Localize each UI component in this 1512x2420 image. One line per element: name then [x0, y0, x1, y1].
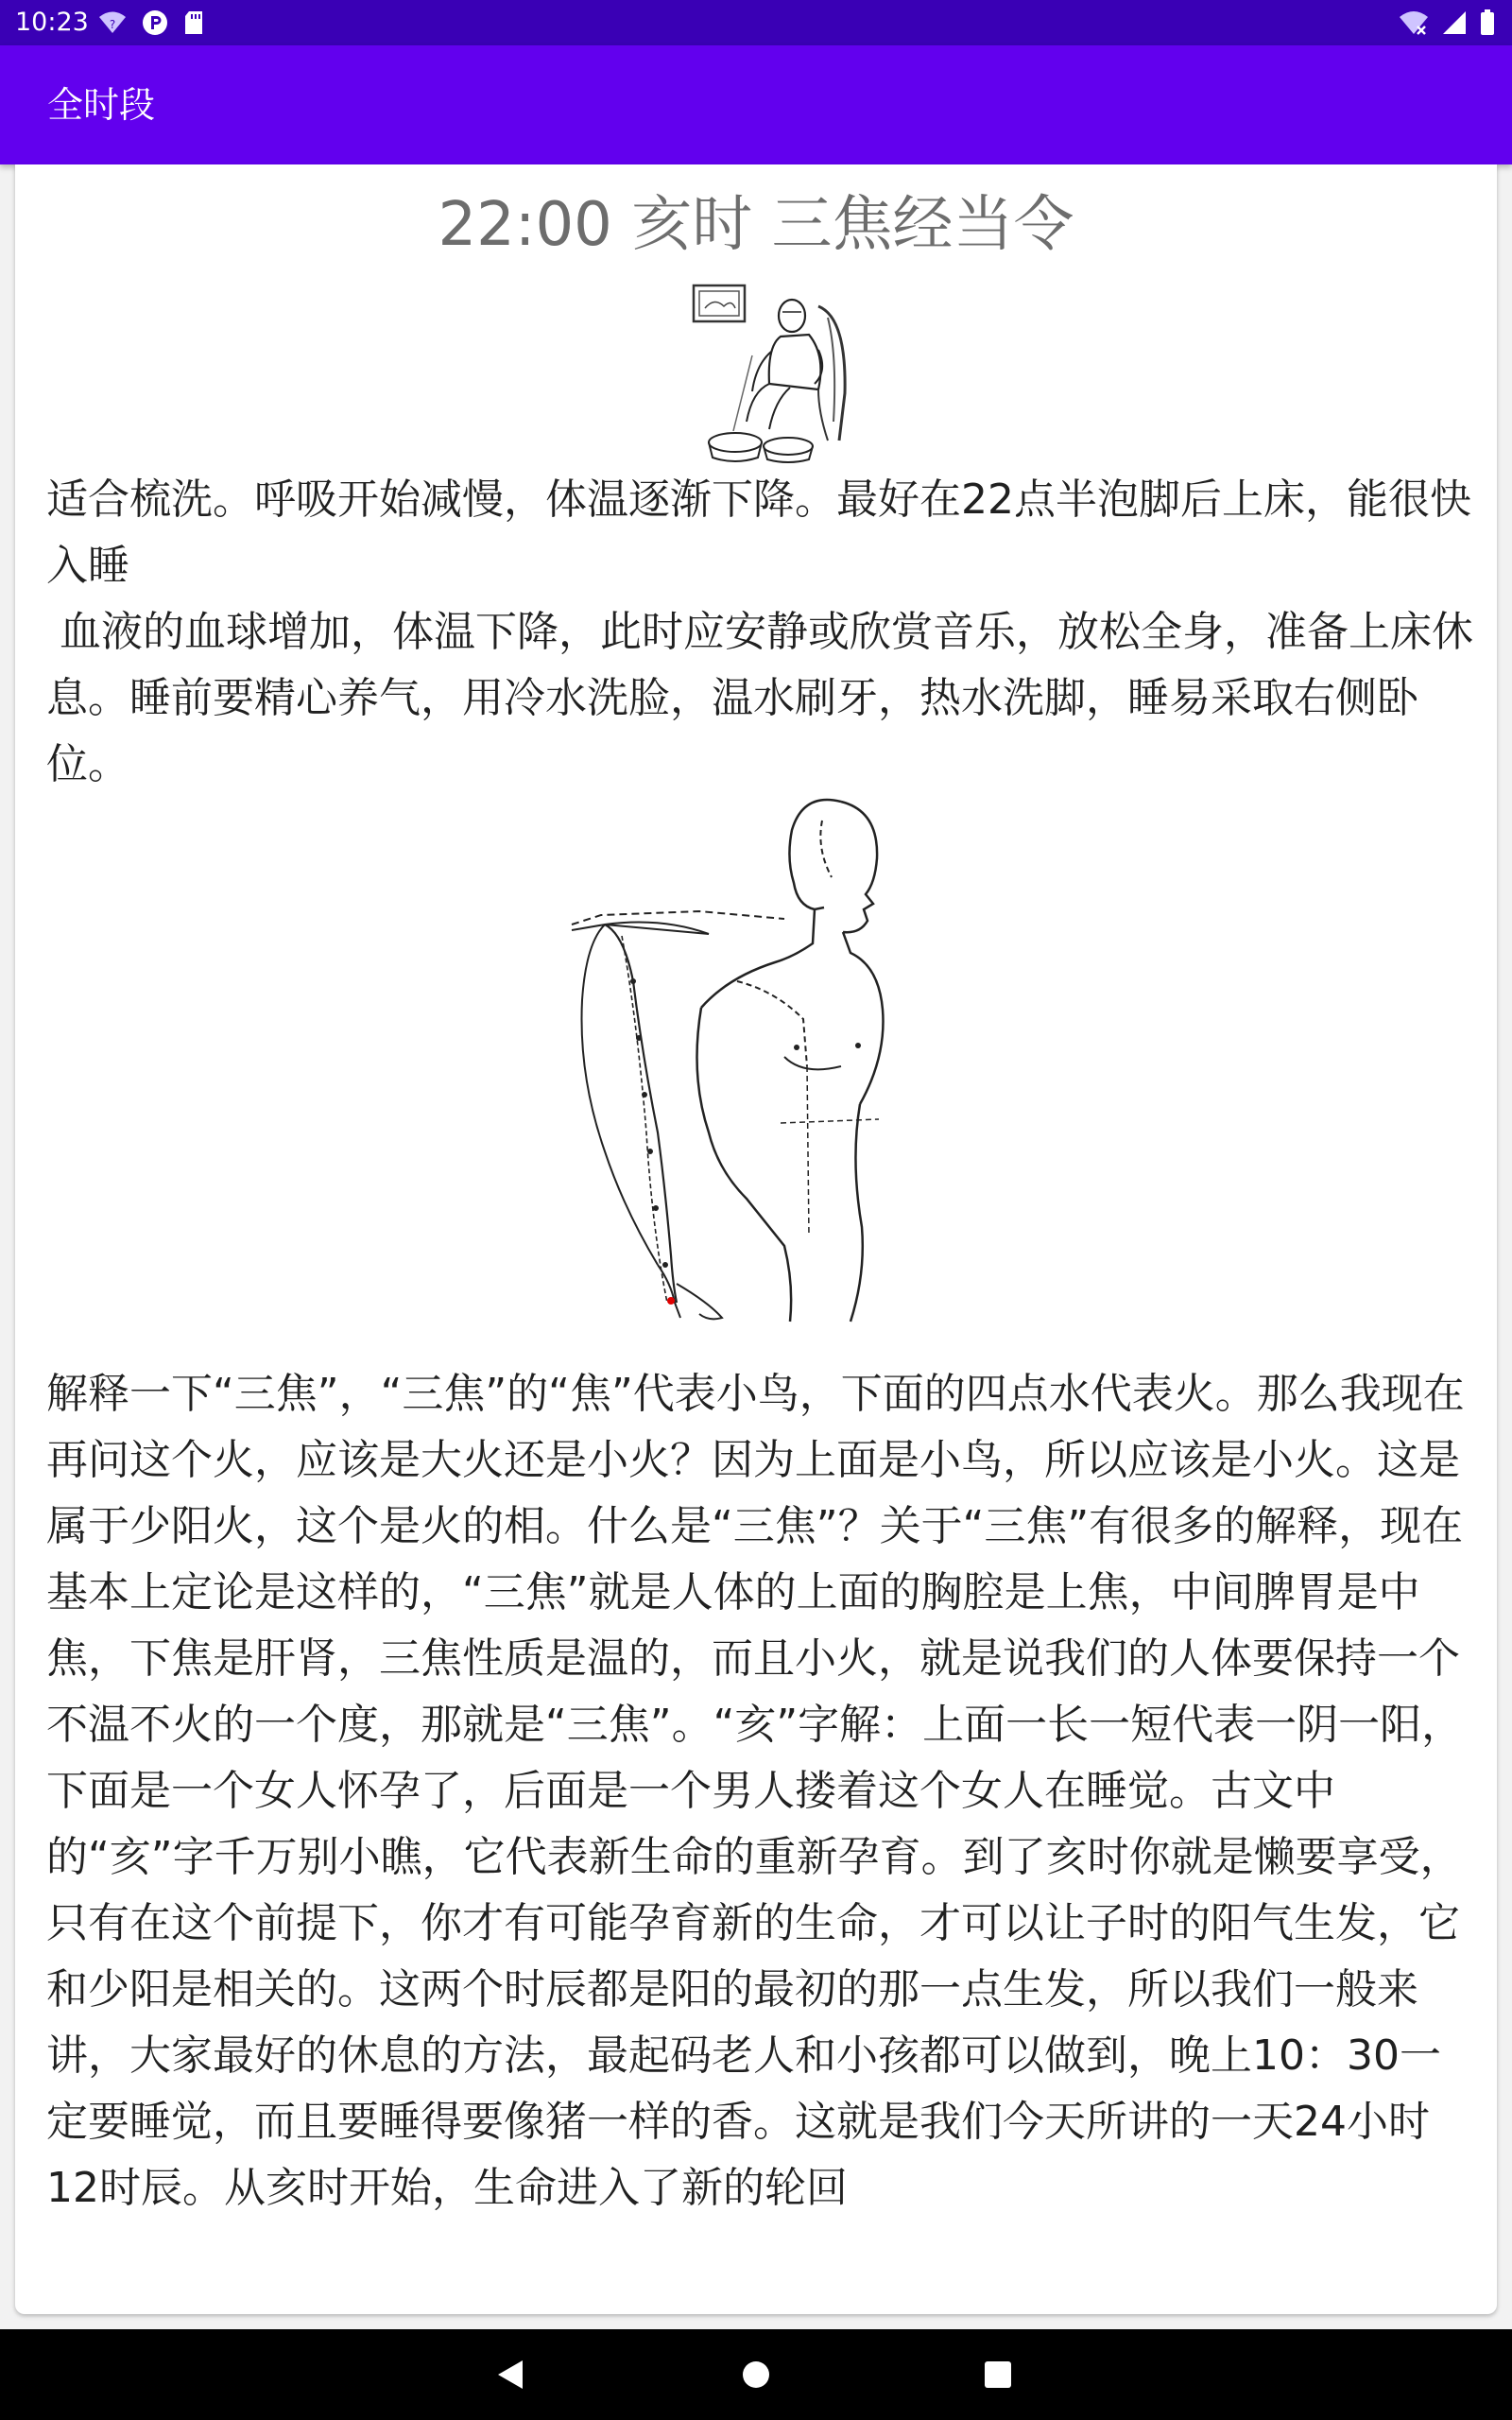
- status-time: 10:23: [15, 8, 89, 37]
- recents-icon: [984, 2360, 1012, 2389]
- paragraph-2: 解释一下“三焦”，“三焦”的“焦”代表小鸟，下面的四点水代表火。那么我现在再问这个火，应该是大火还是小火？因为上面是小鸟，所以应该是小火。这是属于少阳火，这个是火的相。什么是“三焦”？关于“三焦”有很多的解释，现在基本上定论是这样的，“三焦”就是人体的上面的胸腔是上焦，中间脾胃是中焦，下焦是肝肾，三焦性质是温的，而且小火，就是说我们的人体要保持一个不温不火的一个度，那就是“三焦”。“亥”字解：上面一长一短代表一阴一阳，下面是一个女人怀孕了，后面是一个男人搂着这个女人在睡觉。古文中的“亥”字千万别小瞧，它代表新生命的重新孕育。到了亥时你就是懒要享受，只有在这个前提下，你才有可能孕育新的生命，才可以让子时的阳气生发，它和少阳是相关的。这两个时辰都是阳的最初的那一点生发，所以我们一般来讲，大家最好的休息的方法，最起码老人和小孩都可以做到，晚上10：30一定要睡觉，而且要睡得要像猪一样的香。这就是我们今天所讲的一天24小时12时辰。从亥时开始，生命进入了新的轮回: [46, 1370, 1465, 2212]
- back-button[interactable]: [488, 2352, 533, 2397]
- status-icons-right: [1399, 9, 1495, 36]
- status-icons-left: [98, 9, 204, 36]
- p-circle-icon: [142, 9, 168, 36]
- home-button[interactable]: [733, 2352, 779, 2397]
- navigation-bar: [0, 2329, 1512, 2420]
- man-foot-bath-illustration: [677, 280, 856, 463]
- recents-button[interactable]: [975, 2352, 1021, 2397]
- wifi-off-icon: [1399, 9, 1429, 36]
- app-title: 全时段: [47, 84, 156, 126]
- page-heading: 22:00 亥时 三焦经当令: [438, 190, 1074, 260]
- app-bar: [0, 45, 1512, 164]
- wifi-question-icon: [98, 10, 127, 35]
- svg-text:?: ?: [109, 18, 116, 31]
- sd-card-icon: [183, 10, 204, 35]
- signal-icon: [1442, 10, 1467, 35]
- status-bar: [0, 0, 1512, 45]
- battery-icon: [1480, 9, 1495, 36]
- content-card: [15, 164, 1497, 2314]
- back-icon: [496, 2359, 524, 2391]
- sanjiao-meridian-diagram: [567, 792, 964, 1327]
- paragraph-1: 适合梳洗。呼吸开始减慢，体温逐渐下降。最好在22点半泡脚后上床，能很快入睡 血液的血球增加，体温下降，此时应安静或欣赏音乐，放松全身，准备上床休息。睡前要精心养气，用冷水洗脸，温水刷牙，热水洗脚，睡易采取右侧卧位。: [46, 475, 1473, 788]
- home-icon: [741, 2360, 771, 2390]
